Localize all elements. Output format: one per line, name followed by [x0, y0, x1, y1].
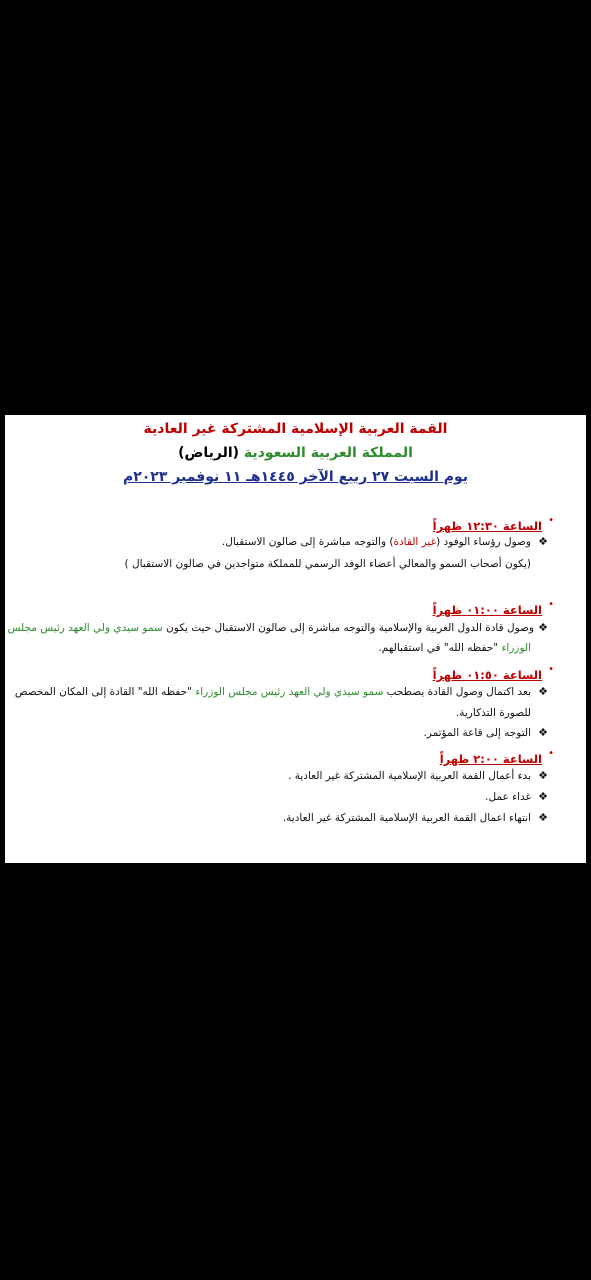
section-2-line-1: وصول قادة الدول العربية والإسلامية والتوجه مباشرة إلى صالون الاستقبال حيث يكون سمو سيدي ولي العهد رئيس مجلس: [7, 622, 534, 634]
section-time-2: • الساعة ٠١:٠٠ ظهراً: [432, 599, 554, 617]
section-1-line-2: (يكون أصحاب السمو والمعالي أعضاء الوفد الرسمي للمملكة متواجدين في صالون الاستقبال ): [124, 558, 531, 570]
document-title: القمة العربية الإسلامية المشتركة غير العادية: [143, 421, 448, 437]
section-3-line-1: بعد اكتمال وصول القادة يصطحب سمو سيدي ولي العهد رئيس مجلس الوزراء "حفظه الله" القادة إلى المكان المخصص: [14, 686, 531, 698]
section-time-1: • الساعة ١٢:٣٠ ظهراً: [432, 515, 554, 533]
item-bullet-icon: ❖: [538, 790, 548, 803]
section-bullet-icon: •: [548, 748, 554, 759]
section-4-item-3: انتهاء اعمال القمة العربية الإسلامية المشتركة غير العادية.: [282, 812, 531, 824]
location-city: (الرياض): [178, 445, 240, 461]
document-page: [5, 415, 586, 863]
item-bullet-icon: ❖: [538, 769, 548, 782]
section-2-line-2: الوزراء "حفظه الله" في استقبالهم.: [378, 642, 531, 654]
section-time-4: • الساعة ٢:٠٠ ظهراً: [439, 748, 554, 766]
item-bullet-icon: ❖: [538, 685, 548, 698]
section-3-line-2: للصورة التذكارية.: [455, 707, 531, 719]
section-bullet-icon: •: [548, 515, 554, 526]
section-3-line-3: التوجه إلى قاعة المؤتمر.: [423, 727, 531, 739]
item-bullet-icon: ❖: [538, 726, 548, 739]
item-bullet-icon: ❖: [538, 811, 548, 824]
section-4-item-1: بدء أعمال القمة العربية الإسلامية المشتركة غير العادية .: [288, 770, 531, 782]
document-location: [5, 445, 586, 461]
section-4-item-2: غداء عمل.: [485, 791, 531, 803]
document-date: يوم السبت ٢٧ ربيع الآخر ١٤٤٥هـ ١١ نوفمبر ٢٠٢٣م: [122, 469, 469, 485]
section-1-line-1: وصول رؤساء الوفود (غير القادة) والتوجه مباشرة إلى صالون الاستقبال.: [221, 536, 531, 548]
section-time-3: • الساعة ٠١:٥٠ ظهراً: [432, 664, 554, 682]
item-bullet-icon: ❖: [538, 535, 548, 548]
location-country: المملكة العربية السعودية: [243, 445, 413, 461]
item-bullet-icon: ❖: [538, 621, 548, 634]
section-bullet-icon: •: [548, 599, 554, 610]
section-bullet-icon: •: [548, 664, 554, 675]
